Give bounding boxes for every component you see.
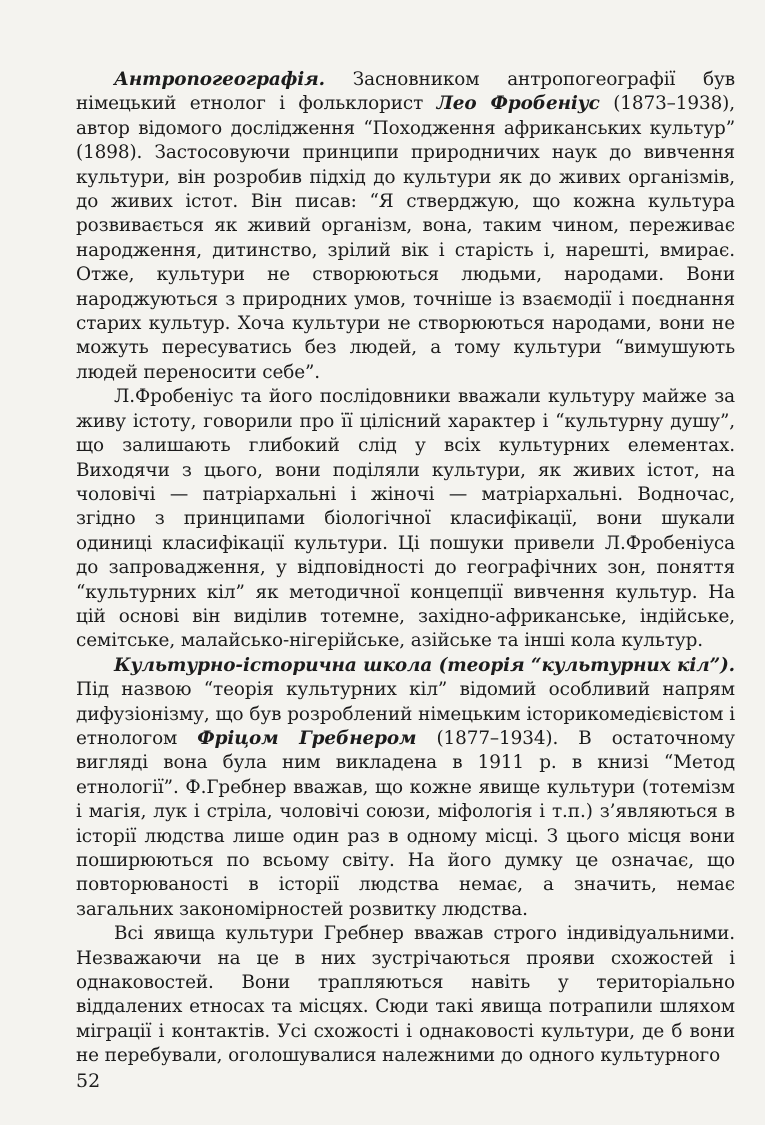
- body-text: [76, 68, 735, 1069]
- paragraph: [76, 68, 735, 385]
- paragraph-text: Засновником антропогеографії був німецький етнолог і фольклорист: [76, 69, 735, 115]
- paragraph: [76, 922, 735, 1068]
- paragraph: [76, 385, 735, 653]
- paragraph-text: Всі явища культури Гребнер вважав строго індивідуальними. Незважаючи на це в них зустрічаються прояви схожостей і однаковостей. Вони трапляються навіть у територіально віддалених етносах та місцях. Сюди такі явища потрапили шляхом міграції і контактів. Усі схожості і однаковості культури, де б вони не перебували, оголошувалися належними до одного культурного: [76, 923, 735, 1067]
- paragraph-text: (1877–1934). В остаточному вигляді вона була ним викладена в 1911 р. в книзі “Метод етнології”. Ф.Гребнер вважав, що кожне явище культури (тотемізм і магія, лук і стріла, чоловічі союзи, міфологія і т.п.) з’являються в історії людства лише один раз в одному місці. З цього місця вони поширюються по всьому світу. На його думку це означає, що повторюваності в історії людства немає, а значить, немає загальних закономірностей розвитку людства.: [76, 727, 735, 920]
- paragraph-text: (1873–1938), автор відомого дослідження “Походження африканських культур” (1898). Застосовуючи принципи природничих наук до вивчення культури, він розробив підхід до культури як до живих організмів, до живих істот. Він писав: “Я стверджую, що кожна культура розвивається як живий організм, вона, таким чином, переживає народження, дитинство, зрілий вік і старість і, нарешті, вмирає. Отже, культури не створюються людьми, народами. Вони народжуються з природних умов, точніше із взаємодії і поєднання старих культур. Хоча культури не створюються народами, вони не можуть пересуватись без людей, а тому культури “вимушують людей переносити себе”.: [76, 93, 735, 383]
- emphasized-term: Фріцом Гребнером: [197, 727, 417, 749]
- paragraph-text: Під назвою “теорія культурних кіл” відомий особливий напрям дифузіонізму, що був розроблений німецьким історикомедієвістом і етнологом: [76, 679, 735, 749]
- emphasized-term: Антропогеографія.: [114, 69, 325, 90]
- page-number: 52: [76, 1070, 101, 1092]
- paragraph-text: Л.Фробеніус та його послідовники вважали культуру майже за живу істоту, говорили про її цілісний характер і “культурну душу”, що залишають глибокий слід у всіх культурних елементах. Виходячи з цього, вони поділяли культури, як живих істот, на чоловічі — патріархальні і жіночі — матріархальні. Водночас, згідно з принципами біологічної класифікації, вони шукали одиниці класифікації культури. Ці пошуки привели Л.Фробеніуса до запровадження, у відповідності до географічних зон, поняття “культурних кіл” як методичної концепції вивчення культур. На цій основі він виділив тотемне, західно-африканське, індійське, семітське, малайсько-нігерійське, азійське та інші кола культур.: [76, 386, 735, 652]
- emphasized-term: Культурно-історична школа (теорія “культурних кіл”).: [114, 654, 735, 676]
- emphasized-term: Лео Фробеніус: [436, 93, 600, 115]
- paragraph: [76, 654, 735, 922]
